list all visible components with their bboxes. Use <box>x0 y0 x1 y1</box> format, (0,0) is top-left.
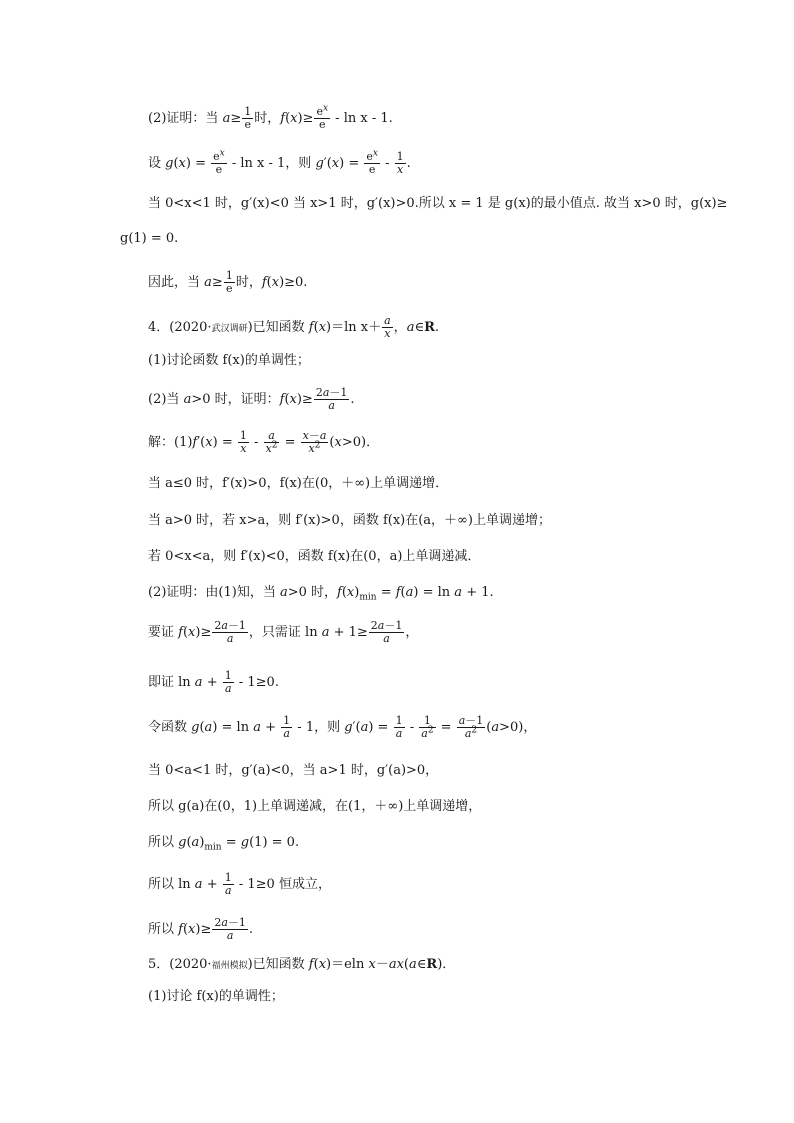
conclusion-line: 因此，当 a≥ $\frac{1}{e}$ 时，f(x)≥0. <box>148 269 308 296</box>
g1-line: g(1) = 0. <box>120 231 179 246</box>
problem-5-part1: (1)讨论 f(x)的单调性； <box>148 989 284 1004</box>
problem-4-statement: 4．(2020·武汉调研)已知函数 f(x)＝ln x＋ $\frac{a}{x}$ ，a∈R. <box>148 314 440 341</box>
define-g-line: 设 g(x) = $\frac{e^x}{e}$ - ln x - 1，则 g′(x) = $\frac{e^x}{e}$ - $\frac{1}{x}$ . <box>148 148 411 177</box>
proof-intro-line: (2)证明：当 a≥ $\frac{1}{e}$ 时，f(x)≥ $\frac{e^x}{e}$ - ln x - 1. <box>148 103 393 132</box>
g-minimum: 所以 $g(a)_{min} = g(1) = 0$. <box>148 835 300 853</box>
case-a-positive-increasing: 当 a>0 时，若 x>a，则 f′(x)>0，函数 f(x)在(a，＋∞)上单调递增； <box>148 513 551 528</box>
fraction-ex-over-e: $\frac{e^x}{e}$ <box>316 103 329 132</box>
monotonic-line: 当 0<x<1 时，g′(x)<0 当 x>1 时，g′(x)>0.所以 x = 1 是 g(x)的最小值点. 故当 x>0 时，g(x)≥ <box>148 196 728 211</box>
problem-4-part2: (2)当 a>0 时，证明：f(x)≥ $\frac{2a-1}{a}$ . <box>148 386 355 413</box>
sign-of-g-prime: 当 0<a<1 时，g′(a)<0，当 a>1 时，g′(a)>0， <box>148 763 439 778</box>
equivalent-inequality: 即证 ln a + $\frac{1}{a}$ - 1≥0. <box>148 669 279 696</box>
need-to-prove-line: 要证 f(x)≥ $\frac{2a-1}{a}$ ，只需证 ln a + 1≥ $\frac{2a-1}{a}$ ， <box>148 619 419 646</box>
fraction-1-over-e: $\frac{1}{e}$ <box>244 105 252 132</box>
problem-5-statement: 5．(2020·福州模拟)已知函数 f(x)＝eln x－ax(a∈R)． <box>148 957 456 972</box>
solution-derivative-line: 解：(1)f′(x) = $\frac{1}{x}$ - $\frac{a}{x^2}$ = $\frac{x-a}{x^2}$ (x>0)． <box>148 429 380 456</box>
case-a-nonpositive: 当 a≤0 时，f′(x)>0，f(x)在(0，＋∞)上单调递增． <box>148 476 449 491</box>
final-conclusion: 所以 f(x)≥ $\frac{2a-1}{a}$ . <box>148 916 254 943</box>
case-a-positive-decreasing: 若 0<x<a，则 f′(x)<0，函数 f(x)在(0，a)上单调递减． <box>148 549 481 564</box>
always-holds-line: 所以 ln a + $\frac{1}{a}$ - 1≥0 恒成立， <box>148 871 331 898</box>
g-monotonic: 所以 g(a)在(0，1)上单调递减，在(1，＋∞)上单调递增， <box>148 799 482 814</box>
part2-proof-start: (2)证明：由(1)知，当 a>0 时，$f(x)_{min} = f(a) = \ln a + 1$. <box>148 585 494 603</box>
problem-4-part1: (1)讨论函数 f(x)的单调性； <box>148 353 310 368</box>
define-g-of-a: 令函数 g(a) = ln a + $\frac{1}{a}$ - 1，则 g′(a) = $\frac{1}{a}$ - $\frac{1}{a^2}$ = $\frac{a-1}{a^2}$ (a>0)， <box>148 714 537 741</box>
